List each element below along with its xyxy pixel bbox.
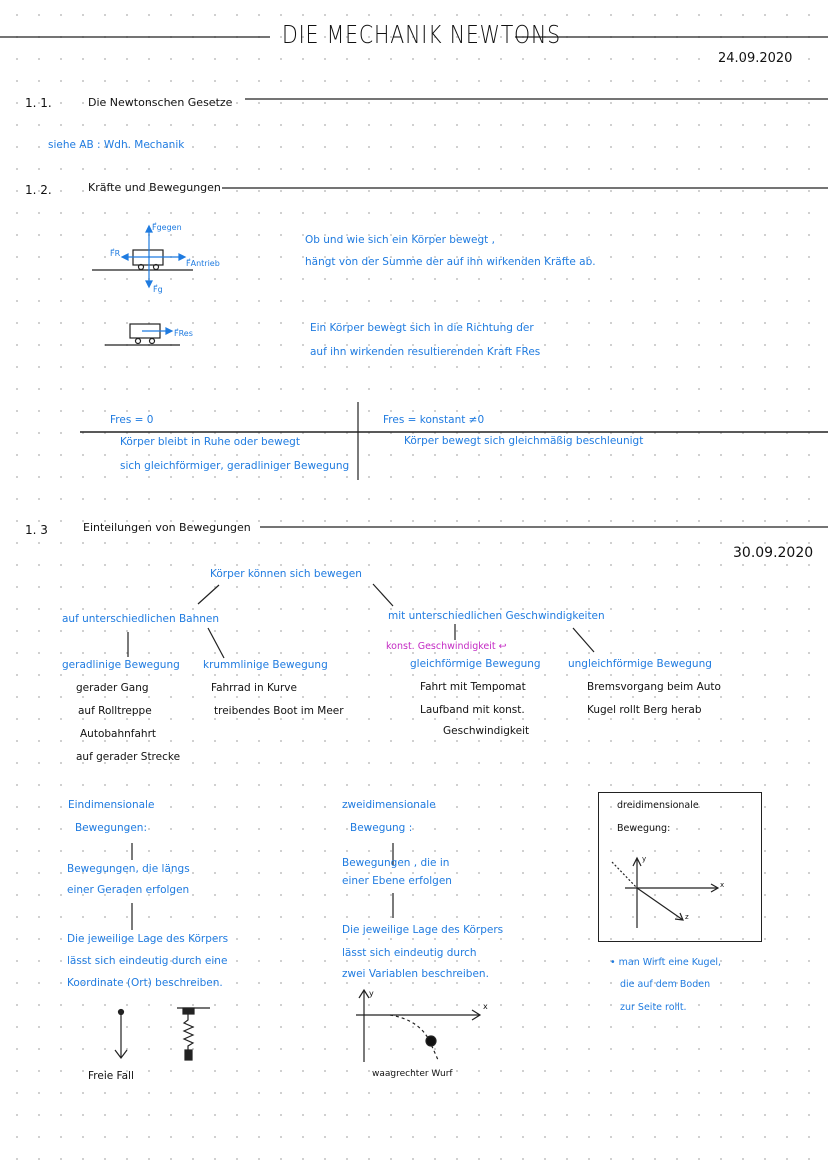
two-d-def: einer Ebene erfolgen [342,875,452,887]
axis-label-z: z [685,913,689,921]
two-d-title: zweidimensionale [342,799,436,811]
leaf-example: gerader Gang [76,682,149,694]
spring-drawing [177,1008,210,1060]
axis-label-y: y [642,855,647,863]
text-line: Ob und wie sich ein Körper bewegt , [305,234,495,246]
three-d-example: die auf dem Boden [620,979,711,990]
tree-branch-left: auf unterschiedlichen Bahnen [62,613,220,625]
leaf-example: Bremsvorgang beim Auto [587,681,721,693]
one-d-desc: lässt sich eindeutig durch eine [67,955,228,967]
force-label-gegen: F⃗gegen [152,223,182,232]
force-label-r: F⃗R [110,249,121,258]
note-pink: konst. Geschwindigkeit ↩ [386,641,507,652]
table-right-body: Körper bewegt sich gleichmäßig beschleunigt [404,435,644,447]
text-line: auf ihn wirkenden resultierenden Kraft FRes [310,346,541,358]
leaf-example: Kugel rollt Berg herab [587,704,702,716]
table-left-body: Körper bleibt in Ruhe oder bewegt [120,436,300,448]
date-2: 30.09.2020 [733,545,814,561]
leaf-label: ungleichförmige Bewegung [568,658,712,670]
one-d-def: Bewegungen, die längs [67,863,190,875]
text-line: Ein Körper bewegt sich in die Richtung der [310,322,534,334]
leaf-example: treibendes Boot im Meer [214,705,344,717]
leaf-label: geradlinige Bewegung [62,659,180,671]
leaf-example: Laufband mit konst. [420,704,525,716]
three-d-title: dreidimensionale [617,800,699,811]
table-left-head: Fres = 0 [110,414,154,426]
page-title: DIE MECHANIK NEWTONS [282,20,562,49]
force-label-g: F⃗g [153,285,163,294]
axis-label-x: x [720,881,725,889]
leaf-example: Fahrrad in Kurve [211,682,297,694]
section-title: Kräfte und Bewegungen [88,181,221,194]
table-left-body: sich gleichförmiger, geradliniger Bewegung [120,460,350,472]
two-d-def: Bewegungen , die in [342,857,450,869]
3d-motion-box [598,792,762,942]
free-fall-caption: Freie Fall [88,1070,134,1082]
tree-branch-right: mit unterschiedlichen Geschwindigkeiten [388,610,605,622]
section-title: Einteilungen von Bewegungen [83,521,251,534]
one-d-title: Eindimensionale [68,799,155,811]
leaf-example: auf gerader Strecke [76,751,181,763]
axis-label-x: x [483,1002,488,1011]
leaf-example: Geschwindigkeit [443,725,530,737]
leaf-example: Fahrt mit Tempomat [420,681,526,693]
table-right-head: Fres = konstant ≠0 [383,414,485,426]
free-fall-drawing [115,1010,127,1059]
three-d-example: zur Seite rollt. [620,1002,687,1013]
text-line: hängt von der Summe der auf ihn wirkenden Kräfte ab. [305,256,596,268]
three-d-example: • man Wirft eine Kugel, [610,957,722,968]
two-d-desc: lässt sich eindeutig durch [342,947,477,959]
section-number: 1. 1. [25,96,52,110]
force-label-res: F⃗Res [174,329,193,338]
section-number: 1. 2. [25,183,52,197]
horizontal-throw-graph [356,990,480,1062]
two-d-desc: Die jeweilige Lage des Körpers [342,924,504,936]
force-diagram-resultant [105,324,180,345]
force-label-antrieb: F⃗Antrieb [186,259,220,268]
leaf-example: Autobahnfahrt [80,728,157,740]
section-note: siehe AB : Wdh. Mechanik [48,139,185,151]
tree-root: Körper können sich bewegen [210,568,362,580]
section-number: 1. 3 [25,523,48,537]
one-d-def: einer Geraden erfolgen [67,884,190,896]
section-title: Die Newtonschen Gesetze [88,96,233,109]
axis-label-y: y [369,989,374,998]
date-1: 24.09.2020 [718,51,793,66]
two-d-title: Bewegung : [350,822,413,834]
horizontal-throw-caption: waagrechter Wurf [372,1069,453,1079]
three-d-title: Bewegung: [617,823,671,834]
leaf-label: krummlinige Bewegung [203,659,328,671]
one-d-desc: Koordinate (Ort) beschreiben. [67,977,223,989]
one-d-desc: Die jeweilige Lage des Körpers [67,933,229,945]
leaf-example: auf Rolltreppe [78,705,152,717]
leaf-label: gleichförmige Bewegung [410,658,541,670]
two-d-desc: zwei Variablen beschreiben. [342,968,489,980]
force-diagram-car [92,223,193,287]
one-d-title: Bewegungen: [75,822,148,834]
